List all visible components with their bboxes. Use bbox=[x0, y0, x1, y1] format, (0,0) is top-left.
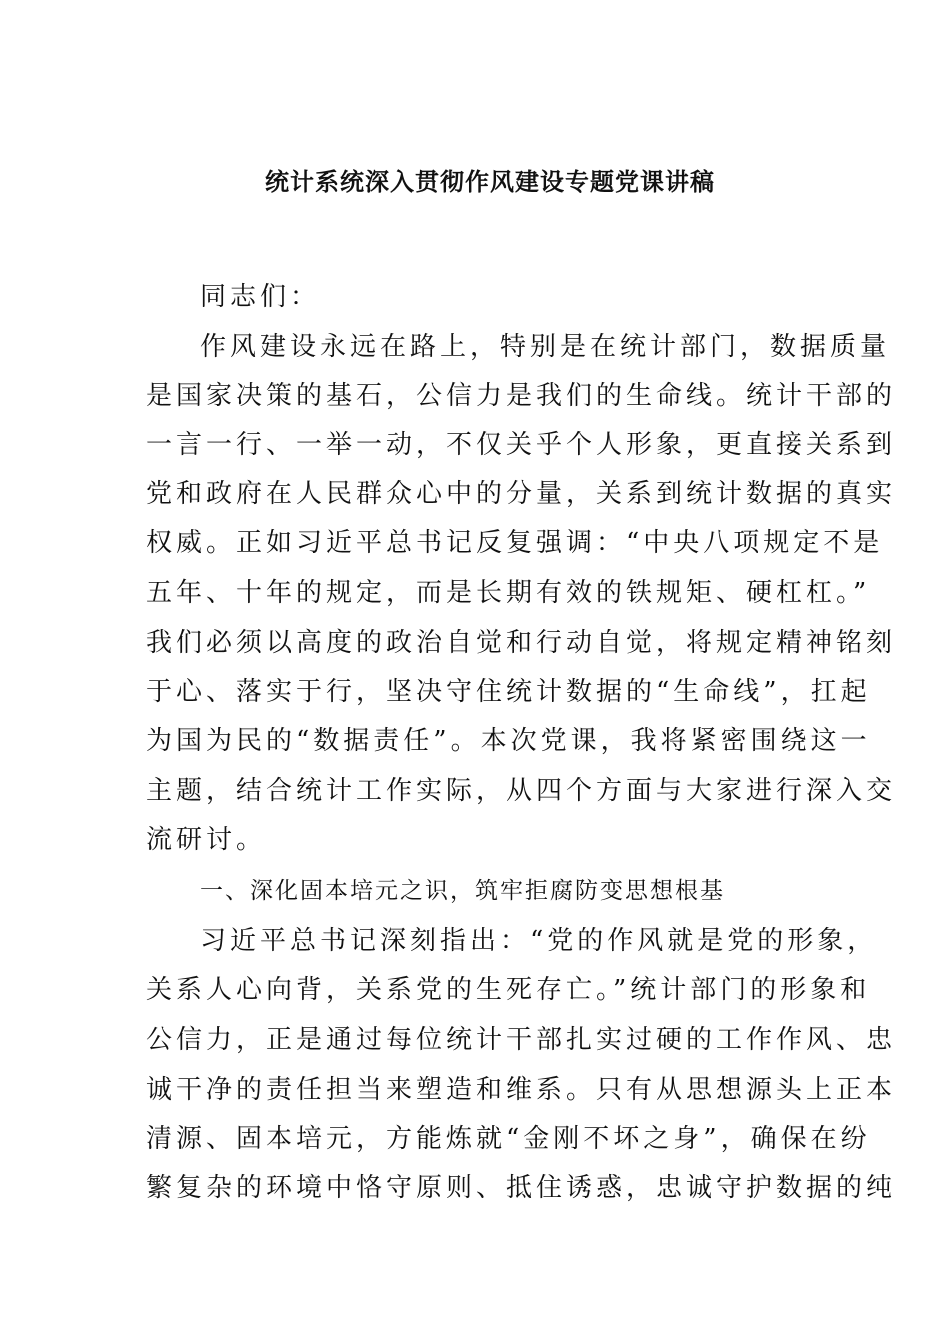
paragraph-line: 我们必须以高度的政治自觉和行动自觉，将规定精神铭刻 bbox=[146, 628, 897, 658]
paragraph-line: 作风建设永远在路上，特别是在统计部门，数据质量 bbox=[200, 332, 891, 362]
document-title: 统计系统深入贯彻作风建设专题党课讲稿 bbox=[265, 167, 715, 196]
paragraph-line: 繁复杂的环境中恪守原则、抵住诱惑，忠诚守护数据的纯 bbox=[146, 1173, 897, 1203]
paragraph-line: 清源、固本培元，方能炼就“金刚不坏之身”，确保在纷 bbox=[146, 1124, 871, 1154]
paragraph-line: 为国为民的“数据责任”。本次党课，我将紧密围绕这一 bbox=[146, 726, 871, 756]
section-heading-1: 一、深化固本培元之识，筑牢拒腐防变思想根基 bbox=[200, 878, 725, 904]
paragraph-line: 一言一行、一举一动，不仅关乎个人形象，更直接关系到 bbox=[146, 430, 897, 460]
paragraph-line: 于心、落实于行，坚决守住统计数据的“生命线”，扛起 bbox=[146, 677, 871, 707]
paragraph-line: 公信力，正是通过每位统计干部扎实过硬的工作作风、忠 bbox=[146, 1025, 897, 1055]
paragraph-line: 诚干净的责任担当来塑造和维系。只有从思想源头上正本 bbox=[146, 1075, 897, 1105]
paragraph-line: 权威。正如习近平总书记反复强调：“中央八项规定不是 bbox=[146, 528, 884, 558]
paragraph-line: 五年、十年的规定，而是长期有效的铁规矩、硬杠杠。” bbox=[146, 578, 871, 608]
paragraph-line: 是国家决策的基石，公信力是我们的生命线。统计干部的 bbox=[146, 381, 897, 411]
paragraph-line: 主题，结合统计工作实际，从四个方面与大家进行深入交 bbox=[146, 776, 897, 806]
paragraph-line: 关系人心向背，关系党的生死存亡。”统计部门的形象和 bbox=[146, 975, 871, 1005]
paragraph-line: 习近平总书记深刻指出：“党的作风就是党的形象， bbox=[200, 926, 878, 956]
paragraph-line: 党和政府在人民群众心中的分量，关系到统计数据的真实 bbox=[146, 479, 897, 509]
paragraph-line: 流研讨。 bbox=[146, 825, 267, 855]
greeting: 同志们： bbox=[200, 282, 321, 312]
